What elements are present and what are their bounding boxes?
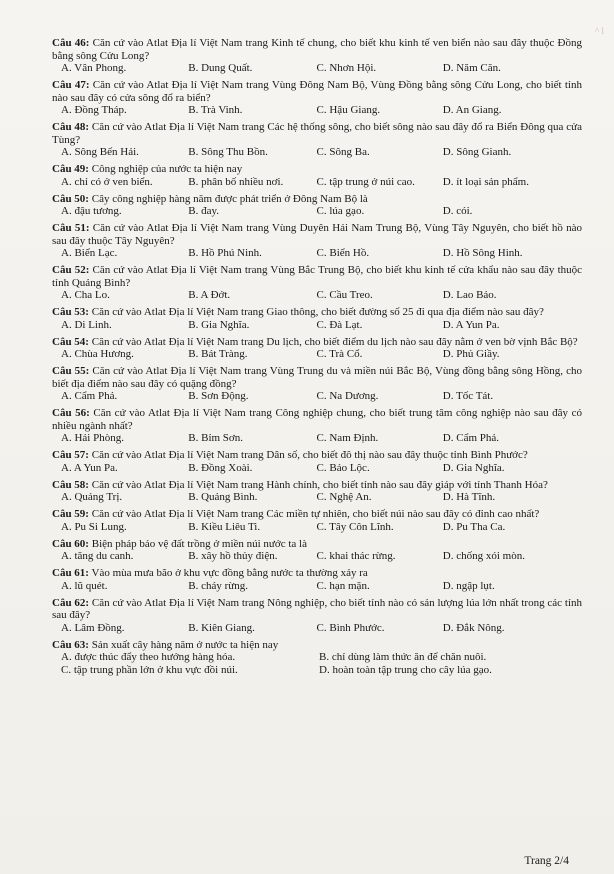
- answer-option: C. tập trung phần lớn ở khu vực đồi núi.: [61, 664, 238, 676]
- answer-option: D. ít loại sản phẩm.: [442, 175, 529, 188]
- answer-options: [52, 247, 582, 260]
- question-number: Câu 62:: [52, 596, 90, 609]
- question-text: Cây công nghiệp hàng năm được phát triển ở Đông Nam Bộ là: [91, 192, 368, 205]
- question-text: Căn cứ vào Atlat Địa lí Việt Nam trang Giao thông, cho biết đường số 25 đi qua địa điểm nào sau đây?: [91, 306, 544, 318]
- question-text: Căn cứ vào Atlat Địa lí Việt Nam trang Công nghiệp chung, cho biết trung tâm công nghiệp nào sau đây có nhiều ngành nhất?: [52, 407, 582, 432]
- answer-option: C. Sông Ba.: [316, 146, 370, 158]
- question-text: Căn cứ vào Atlat Địa lí Việt Nam trang Vùng Duyên Hải Nam Trung Bộ, Vùng Tây Nguyên, cho biết hồ nào sau đây thuộc Tây Nguyên?: [52, 222, 582, 247]
- answer-option: D. Hà Tĩnh.: [442, 491, 496, 503]
- answer-options: [52, 622, 582, 635]
- question-stem: [52, 407, 582, 432]
- question-text: Căn cứ vào Atlat Địa lí Việt Nam trang Các miền tự nhiên, cho biết núi nào sau đây có đỉnh cao nhất?: [91, 508, 540, 520]
- answer-option: A. Cẩm Phả.: [61, 390, 118, 402]
- question-item: [52, 567, 582, 593]
- answer-option: A. Cha Lo.: [61, 289, 110, 301]
- answer-options: [52, 550, 582, 563]
- question-text: Căn cứ vào Atlat Địa lí Việt Nam trang Vùng Trung du và miền núi Bắc Bộ, Vùng đồng bằng sông Hồng, cho biết địa điểm nào sau đây có quặng đồng?: [52, 365, 582, 390]
- answer-option: C. Tây Côn Lĩnh.: [316, 520, 394, 533]
- answer-option: C. Biển Hồ.: [316, 247, 370, 259]
- question-item: [52, 479, 582, 505]
- question-number: Câu 58:: [52, 478, 89, 491]
- answer-options: [52, 319, 582, 332]
- question-number: Câu 57:: [52, 449, 89, 461]
- answer-option: D. Pu Tha Ca.: [442, 520, 506, 533]
- page-number: Trang 2/4: [524, 855, 569, 867]
- answer-option: C. Hậu Giang.: [316, 104, 381, 116]
- answer-option: A. Chùa Hương.: [61, 348, 134, 360]
- answer-option: A. Lâm Đồng.: [61, 621, 125, 634]
- question-item: [52, 538, 582, 564]
- answer-option: C. hạn mặn.: [316, 579, 370, 592]
- answer-options: [52, 176, 582, 189]
- answer-options: [52, 580, 582, 593]
- answer-option: C. lúa gạo.: [316, 205, 365, 217]
- answer-options: [52, 462, 582, 475]
- question-text: Căn cứ vào Atlat Địa lí Việt Nam trang Vùng Bắc Trung Bộ, cho biết khu kinh tế cửa khẩu nào sau đây thuộc tỉnh Quảng Bình?: [52, 264, 583, 289]
- question-number: Câu 61:: [52, 567, 89, 579]
- answer-option: C. khai thác rừng.: [316, 550, 396, 562]
- answer-option: A. Đồng Tháp.: [61, 104, 127, 116]
- question-stem: [52, 479, 582, 492]
- answer-option: C. Nghệ An.: [316, 491, 372, 503]
- question-number: Câu 53:: [52, 306, 89, 318]
- answer-option: C. Cầu Treo.: [316, 289, 373, 301]
- answer-option: D. cói.: [442, 205, 473, 217]
- answer-option: D. An Giang.: [442, 104, 502, 116]
- question-stem: [52, 508, 582, 521]
- question-text: Căn cứ vào Atlat Địa lí Việt Nam trang Du lịch, cho biết điểm du lịch nào sau đây nằm ở ven bờ vịnh Bắc Bộ?: [91, 335, 578, 348]
- question-item: [52, 639, 582, 678]
- answer-options: [52, 432, 582, 445]
- question-stem: [52, 163, 582, 176]
- answer-option: D. Gia Nghĩa.: [442, 461, 505, 474]
- answer-option: B. Kiều Liêu Ti.: [188, 520, 261, 533]
- question-number: Câu 54:: [52, 335, 89, 348]
- answer-option: B. phân bố nhiều nơi.: [188, 175, 284, 188]
- question-stem: [52, 336, 582, 349]
- answer-option: C. tập trung ở núi cao.: [316, 175, 415, 188]
- question-text: Căn cứ vào Atlat Địa lí Việt Nam trang Vùng Đông Nam Bộ, Vùng Đồng bằng sông Cửu Long, cho biết tỉnh nào sau đây có cửa sông đổ ra biển?: [52, 79, 582, 104]
- question-item: [52, 37, 582, 75]
- question-text: Căn cứ vào Atlat Địa lí Việt Nam trang Hành chính, cho biết tỉnh nào sau đây giáp với tỉnh Thanh Hóa?: [91, 478, 548, 491]
- answer-options: [52, 104, 582, 117]
- answer-option: C. Đà Lạt.: [316, 318, 363, 331]
- question-stem: [52, 121, 582, 146]
- answer-option: A. Biển Lạc.: [61, 247, 118, 259]
- answer-option: A. Pu Si Lung.: [61, 520, 127, 533]
- answer-option: A. lũ quét.: [61, 579, 108, 592]
- answer-option: B. Bát Tràng.: [188, 348, 248, 360]
- answer-option: C. Bảo Lộc.: [316, 461, 370, 474]
- answer-option: D. Cẩm Phả.: [442, 432, 500, 444]
- answer-option: C. Trà Cổ.: [316, 348, 363, 360]
- question-number: Câu 46:: [52, 37, 90, 49]
- question-number: Câu 63:: [52, 638, 89, 651]
- question-number: Câu 47:: [52, 79, 90, 91]
- answer-option: B. Sơn Động.: [188, 390, 249, 402]
- question-stem: [52, 79, 582, 104]
- answer-option: B. xây hồ thủy điện.: [188, 550, 278, 562]
- question-stem: [52, 306, 582, 319]
- answer-option: B. Kiên Giang.: [188, 621, 255, 634]
- question-text: Căn cứ vào Atlat Địa lí Việt Nam trang Kinh tế chung, cho biết khu kinh tế ven biển nào sau đây thuộc Đồng bằng sông Cửu Long?: [52, 37, 583, 62]
- question-text: Sản xuất cây hàng năm ở nước ta hiện nay: [91, 638, 279, 651]
- question-item: [52, 121, 582, 159]
- answer-option: A. được thúc đẩy theo hướng hàng hóa.: [61, 651, 236, 663]
- question-stem: [52, 222, 582, 247]
- question-item: [52, 306, 582, 332]
- answer-option: A. Sông Bến Hải.: [61, 146, 139, 158]
- answer-option: A. Vân Phong.: [61, 62, 127, 74]
- question-number: Câu 60:: [52, 537, 89, 550]
- question-stem: [52, 597, 582, 622]
- question-stem: [52, 538, 582, 551]
- corner-mark: ^ l: [595, 26, 604, 36]
- answer-option: A. Di Linh.: [61, 318, 112, 331]
- answer-option: D. hoàn toàn tập trung cho cây lúa gạo.: [319, 664, 492, 676]
- question-stem: [52, 567, 582, 580]
- answer-option: D. Hồ Sông Hinh.: [442, 247, 523, 259]
- question-item: [52, 508, 582, 534]
- question-number: Câu 55:: [52, 365, 90, 377]
- question-number: Câu 52:: [52, 264, 90, 276]
- answer-option: B. A Đớt.: [188, 289, 231, 301]
- answer-options: [52, 664, 582, 677]
- answer-option: B. chỉ dùng làm thức ăn để chăn nuôi.: [319, 651, 487, 663]
- answer-option: B. Bỉm Sơn.: [188, 432, 243, 444]
- question-stem: [52, 37, 582, 62]
- question-number: Câu 51:: [52, 222, 90, 234]
- question-number: Câu 50:: [52, 192, 89, 205]
- question-stem: [52, 365, 582, 390]
- answer-option: B. Quảng Bình.: [188, 491, 258, 503]
- question-text: Vào mùa mưa bão ở khu vực đồng bằng nước ta thường xảy ra: [91, 567, 368, 579]
- question-stem: [52, 264, 582, 289]
- answer-option: D. Năm Căn.: [442, 62, 501, 74]
- answer-option: C. Bình Phước.: [316, 621, 385, 634]
- answer-option: C. Nhơn Hội.: [316, 62, 377, 74]
- question-stem: [52, 193, 582, 206]
- question-item: [52, 336, 582, 362]
- question-item: [52, 222, 582, 260]
- answer-option: D. A Yun Pa.: [442, 318, 500, 331]
- answer-option: D. Lao Bảo.: [442, 289, 497, 301]
- answer-options: [52, 491, 582, 504]
- answer-option: A. tăng du canh.: [61, 550, 134, 562]
- answer-option: D. chống xói mòn.: [442, 550, 525, 562]
- answer-option: B. Hồ Phú Ninh.: [188, 247, 262, 259]
- question-item: [52, 163, 582, 189]
- question-number: Câu 48:: [52, 121, 90, 133]
- question-number: Câu 59:: [52, 508, 89, 520]
- answer-options: [52, 390, 582, 403]
- question-text: Căn cứ vào Atlat Địa lí Việt Nam trang Dân số, cho biết đô thị nào sau đây thuộc tỉnh Bình Phước?: [91, 449, 528, 461]
- answer-option: D. Phủ Giầy.: [442, 348, 500, 360]
- answer-options: [52, 289, 582, 302]
- answer-options: [52, 146, 582, 159]
- answer-option: B. Trà Vinh.: [188, 104, 243, 116]
- answer-option: A. Quảng Trị.: [61, 491, 123, 503]
- answer-option: D. Đắk Nông.: [442, 621, 505, 634]
- question-number: Câu 49:: [52, 163, 89, 175]
- answer-option: B. Sông Thu Bồn.: [188, 146, 268, 158]
- question-item: [52, 449, 582, 475]
- answer-options: [52, 205, 582, 218]
- answer-option: D. Tốc Tát.: [442, 390, 494, 402]
- answer-option: B. Đồng Xoài.: [188, 461, 253, 474]
- answer-option: A. đậu tương.: [61, 205, 122, 217]
- question-list: [52, 37, 582, 681]
- question-item: [52, 365, 582, 403]
- answer-option: C. Na Dương.: [316, 390, 379, 402]
- answer-option: D. ngập lụt.: [442, 579, 495, 592]
- question-stem: [52, 639, 582, 652]
- question-text: Biện pháp bảo vệ đất trồng ở miền núi nước ta là: [91, 537, 307, 550]
- answer-option: A. chỉ có ở ven biển.: [61, 175, 153, 188]
- answer-option: B. Dung Quất.: [188, 62, 253, 74]
- question-item: [52, 597, 582, 635]
- answer-options: [52, 521, 582, 534]
- question-item: [52, 79, 582, 117]
- answer-options: [52, 651, 582, 664]
- answer-option: A. A Yun Pa.: [61, 461, 118, 474]
- question-item: [52, 407, 582, 445]
- answer-option: D. Sông Gianh.: [442, 146, 512, 158]
- question-number: Câu 56:: [52, 407, 90, 419]
- answer-options: [52, 62, 582, 75]
- answer-options: [52, 348, 582, 361]
- question-text: Căn cứ vào Atlat Địa lí Việt Nam trang Nông nghiệp, cho biết tỉnh nào có sản lượng lúa lớn nhất trong các tỉnh sau đây?: [52, 596, 583, 621]
- answer-option: B. Gia Nghĩa.: [188, 318, 250, 331]
- answer-option: B. đay.: [188, 205, 220, 217]
- answer-option: A. Hải Phòng.: [61, 432, 124, 444]
- answer-option: B. cháy rừng.: [188, 579, 248, 592]
- question-item: [52, 193, 582, 219]
- question-item: [52, 264, 582, 302]
- answer-option: C. Nam Định.: [316, 432, 379, 444]
- question-stem: [52, 449, 582, 462]
- question-text: Công nghiệp của nước ta hiện nay: [91, 163, 243, 175]
- question-text: Căn cứ vào Atlat Địa lí Việt Nam trang Các hệ thống sông, cho biết sông nào sau đây đổ ra Biển Đông qua cửa Tùng?: [52, 121, 583, 146]
